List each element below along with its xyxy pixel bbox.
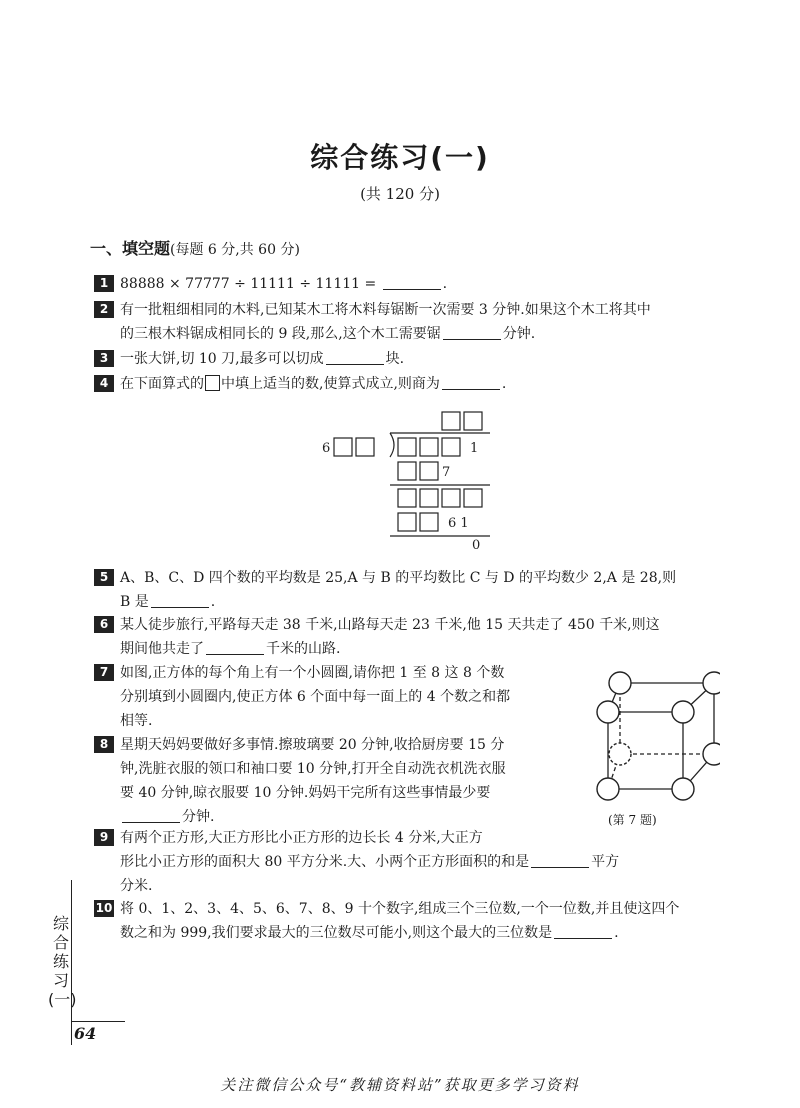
question-text: 在下面算式的 [120, 376, 204, 392]
difference-box [464, 489, 482, 507]
long-division-figure [310, 405, 500, 550]
difference-box [442, 489, 460, 507]
question-text: 的三根木料锯成相同长的 9 段,那么,这个木工需要锯 [120, 326, 441, 342]
question-number: 4 [94, 375, 114, 392]
question-text: . [614, 925, 619, 941]
question-10 [94, 897, 679, 921]
question-text: 有一批粗细相同的木料,已知某木工将木料每锯断一次需要 3 分钟.如果这个木工将其中 [120, 302, 651, 318]
question-text: . [442, 276, 448, 292]
product-box [398, 462, 416, 480]
question-7-cont: 分别填到小圆圈内,使正方体 6 个面中每一面上的 4 个数之和都 [120, 689, 511, 705]
corner-circle [597, 701, 619, 723]
question-8 [94, 733, 504, 757]
answer-blank [531, 853, 589, 868]
footer-note: 关注微信公众号“教辅资料站”获取更多学习资料 [220, 1076, 580, 1094]
question-text: 星期天妈妈要做好多事情.擦玻璃要 20 分钟,收拾厨房要 15 分 [120, 737, 505, 753]
question-number: 2 [94, 301, 114, 318]
question-2-cont [120, 322, 535, 346]
question-1 [94, 272, 447, 296]
question-9-cont: 分米. [120, 878, 153, 894]
question-4 [94, 372, 506, 396]
answer-blank [554, 924, 612, 939]
remainder-digit: 0 [472, 538, 481, 550]
question-text: 分钟. [502, 326, 536, 342]
question-7 [94, 661, 504, 685]
corner-circle [609, 672, 631, 694]
answer-blank [151, 593, 209, 608]
question-number: 9 [94, 829, 114, 846]
division-bracket [390, 433, 394, 457]
corner-circle [672, 778, 694, 800]
quotient-box [464, 412, 482, 430]
question-text: 如图,正方体的每个角上有一个小圆圈,请你把 1 至 8 这 8 个数 [120, 665, 505, 681]
divisor-box [356, 438, 374, 456]
section-note: (每题 6 分,共 60 分) [170, 242, 300, 258]
product-digits: 6 1 [448, 516, 469, 531]
page-number-rule [71, 1021, 125, 1022]
question-number: 1 [94, 275, 114, 292]
page-subtitle: (共 120 分) [360, 185, 440, 203]
question-text: 数之和为 999,我们要求最大的三位数尽可能小,则这个最大的三位数是 [120, 925, 553, 941]
product-box [398, 513, 416, 531]
question-text: 一张大饼,切 10 刀,最多可以切成 [120, 351, 324, 367]
dividend-digit: 1 [470, 441, 479, 456]
question-9-cont [120, 850, 619, 874]
cube-side-edges [608, 683, 714, 789]
question-text: B 是 [120, 594, 149, 610]
corner-circle [703, 672, 720, 694]
question-number: 6 [94, 616, 114, 633]
dividend-box [420, 438, 438, 456]
question-6-cont [120, 637, 340, 661]
question-5 [94, 566, 676, 590]
question-number: 5 [94, 569, 114, 586]
page-title: 综合练习(一) [310, 141, 490, 174]
divisor-box [334, 438, 352, 456]
cube-hidden-edges [608, 683, 714, 789]
quotient-box [442, 412, 460, 430]
section-heading [90, 236, 300, 259]
difference-box [420, 489, 438, 507]
question-text: 分钟. [182, 809, 215, 825]
question-number: 8 [94, 736, 114, 753]
question-text: . [501, 376, 507, 392]
answer-blank [383, 275, 441, 290]
corner-circle [597, 778, 619, 800]
question-number: 10 [95, 901, 113, 915]
question-7-cont: 相等. [120, 713, 153, 729]
answer-blank [443, 325, 501, 340]
question-9 [94, 826, 483, 850]
divisor-digit: 6 [322, 441, 331, 456]
figure-caption: (第 7 题) [608, 813, 657, 827]
question-text: A、B、C、D 四个数的平均数是 25,A 与 B 的平均数比 C 与 D 的平均数少 2,A 是 28,则 [120, 570, 677, 586]
question-text: 期间他共走了 [120, 641, 204, 657]
question-5-cont [120, 590, 215, 614]
question-text: 有两个正方形,大正方形比小正方形的边长长 4 分米,大正方 [120, 830, 483, 846]
question-8-cont: 钟,洗脏衣服的领口和袖口要 10 分钟,打开全自动洗衣机洗衣服 [120, 761, 506, 777]
question-text: 千米的山路. [266, 641, 341, 657]
cube-figure [590, 662, 720, 812]
dividend-box [442, 438, 460, 456]
question-text: 88888 × 77777 ÷ 11111 ÷ 11111 = [120, 276, 381, 292]
question-3 [94, 347, 404, 371]
question-8-cont: 要 40 分钟,晾衣服要 10 分钟.妈妈干完所有这些事情最少要 [120, 785, 491, 801]
question-number: 7 [94, 664, 114, 681]
question-6 [94, 613, 660, 637]
answer-blank [206, 640, 264, 655]
question-text: 某人徒步旅行,平路每天走 38 千米,山路每天走 23 千米,他 15 天共走了 450 千米,则这 [120, 617, 660, 633]
answer-blank [122, 808, 180, 823]
question-text: 中填上适当的数,使算式成立,则商为 [221, 376, 440, 392]
difference-box [398, 489, 416, 507]
question-text: 块. [385, 351, 405, 367]
answer-blank [442, 375, 500, 390]
corner-circle [703, 743, 720, 765]
question-number: 3 [94, 350, 114, 367]
question-text: 平方 [591, 854, 620, 870]
dividend-box [398, 438, 416, 456]
product-box [420, 513, 438, 531]
question-text: . [210, 594, 216, 610]
page-number: 64 [74, 1024, 97, 1043]
section-heading-text: 一、填空题 [90, 239, 171, 258]
question-text: 形比小正方形的面积大 80 平方分米.大、小两个正方形面积的和是 [120, 854, 530, 870]
side-chapter-label: 综合练习(一) [48, 914, 77, 1009]
cube-back-edges [620, 683, 714, 754]
answer-blank [326, 350, 384, 365]
product-box [420, 462, 438, 480]
hidden-corner-circle [609, 743, 631, 765]
empty-box [205, 375, 220, 391]
question-text: 将 0、1、2、3、4、5、6、7、8、9 十个数字,组成三个三位数,一个一位数,并且使这四个 [120, 901, 680, 917]
question-10-cont [120, 921, 619, 945]
corner-circle [672, 701, 694, 723]
question-2 [94, 298, 651, 322]
product-digit: 7 [442, 465, 451, 480]
